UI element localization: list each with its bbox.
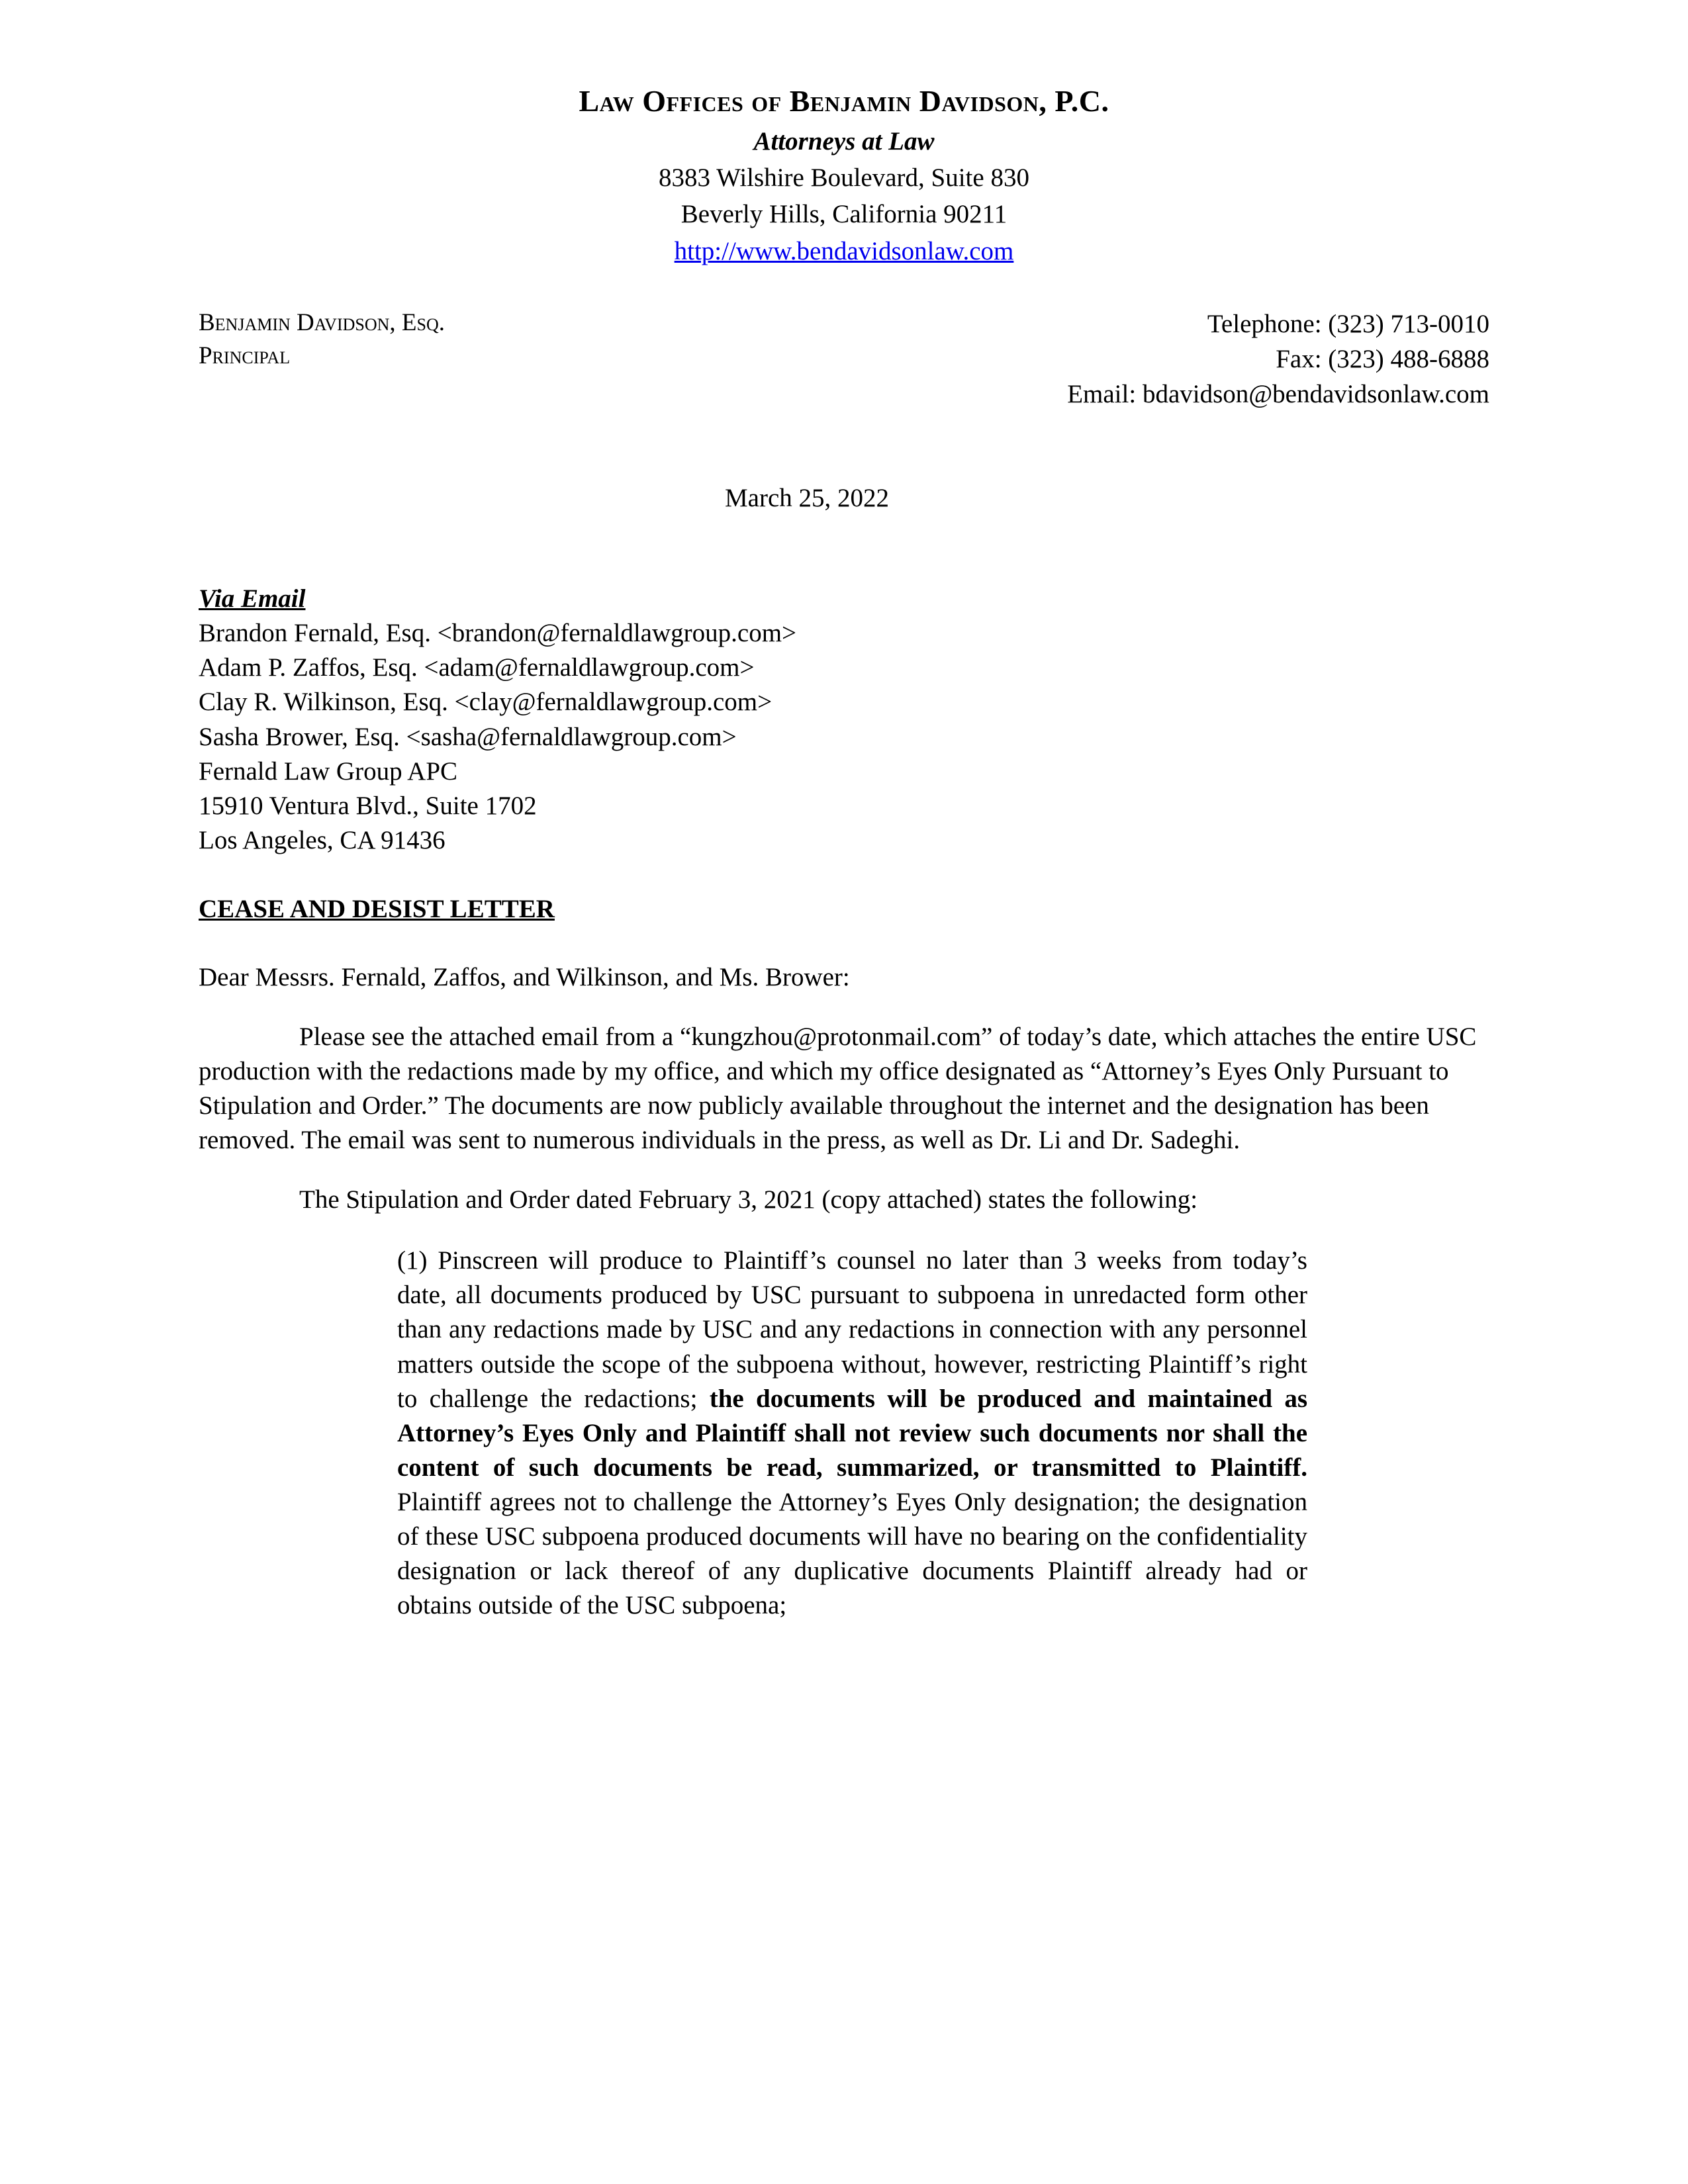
subject-heading: CEASE AND DESIST LETTER — [199, 894, 555, 923]
subject-wrapper — [199, 858, 1489, 924]
recipient-line: Los Angeles, CA 91436 — [199, 825, 445, 854]
attorney-name: Benjamin Davidson, Esq. — [199, 309, 445, 337]
recipient-line: Adam P. Zaffos, Esq. <adam@fernaldlawgroup.com> — [199, 653, 755, 682]
quote-part-normal-trailing: Plaintiff agrees not to challenge the Attorney’s Eyes Only designation; the designation of these USC subpoena produced documents will have no bearing on the confidentiality designation or lack thereof of any duplicative documents Plaintiff already had or obtains outside of the USC subpoena; — [397, 1487, 1307, 1619]
recipient-line: 15910 Ventura Blvd., Suite 1702 — [199, 791, 537, 820]
contact-row — [199, 306, 1489, 412]
fax-line: Fax: (323) 488-6888 — [1276, 345, 1489, 374]
firm-address-line-1: 8383 Wilshire Boulevard, Suite 830 — [659, 163, 1029, 193]
firm-website-link[interactable]: http://www.bendavidsonlaw.com — [674, 236, 1014, 265]
attorney-identity — [199, 306, 445, 373]
body-paragraph-2: The Stipulation and Order dated February 3, 2021 (copy attached) states the following: — [299, 1185, 1198, 1214]
firm-address-line-2: Beverly Hills, California 90211 — [680, 200, 1008, 229]
delivery-method: Via Email — [199, 584, 306, 614]
recipient-line: Brandon Fernald, Esq. <brandon@fernaldlawgroup.com> — [199, 619, 797, 648]
telephone-line: Telephone: (323) 713-0010 — [1207, 310, 1489, 339]
recipient-line: Fernald Law Group APC — [199, 756, 458, 786]
quote-part-bold: the documents will be produced and maintained as Attorney’s Eyes Only and Plaintiff shall not review such documents nor shall the content of such documents be read, summarized, or transmitted to Plaintiff. — [397, 1384, 1307, 1482]
stipulation-quote — [397, 1244, 1307, 1623]
delivery-method-wrapper — [199, 582, 1489, 616]
letter-date: March 25, 2022 — [725, 484, 890, 513]
firm-website-wrapper — [199, 233, 1489, 269]
recipient-line: Clay R. Wilkinson, Esq. <clay@fernaldlawgroup.com> — [199, 688, 773, 717]
letter-content — [199, 0, 1489, 1623]
firm-name: Law Offices of Benjamin Davidson, P.C. — [579, 84, 1109, 118]
attorney-title: Principal — [199, 342, 291, 370]
recipient-block — [199, 582, 1489, 858]
firm-tagline: Attorneys at Law — [753, 126, 935, 156]
recipient-line: Sasha Brower, Esq. <sasha@fernaldlawgroup.com> — [199, 722, 737, 751]
email-line: Email: bdavidson@bendavidsonlaw.com — [1067, 380, 1489, 409]
body-paragraph-1: Please see the attached email from a “kungzhou@protonmail.com” of today’s date, which attaches the entire USC production with the redactions made by my office, and which my office designated as “Attorney’s Eyes Only Pursuant to Stipulation and Order.” The documents are now publicly available throughout the internet and the designation has been removed. The email was sent to numerous individuals in the press, as well as Dr. Li and Dr. Sadeghi. — [199, 1023, 1477, 1155]
quote-part-normal-leading: (1) Pinscreen will produce to Plaintiff’s counsel no later than 3 weeks from today’s date, all documents produced by USC pursuant to subpoena in unredacted form other than any redactions made by USC and any redactions in connection with any personnel matters outside the scope of the subpoena without, however, restricting Plaintiff’s right to challenge the redactions; — [397, 1246, 1307, 1413]
contact-details — [1067, 306, 1489, 412]
salutation: Dear Messrs. Fernald, Zaffos, and Wilkinson, and Ms. Brower: — [199, 962, 850, 991]
letterhead — [199, 0, 1489, 269]
